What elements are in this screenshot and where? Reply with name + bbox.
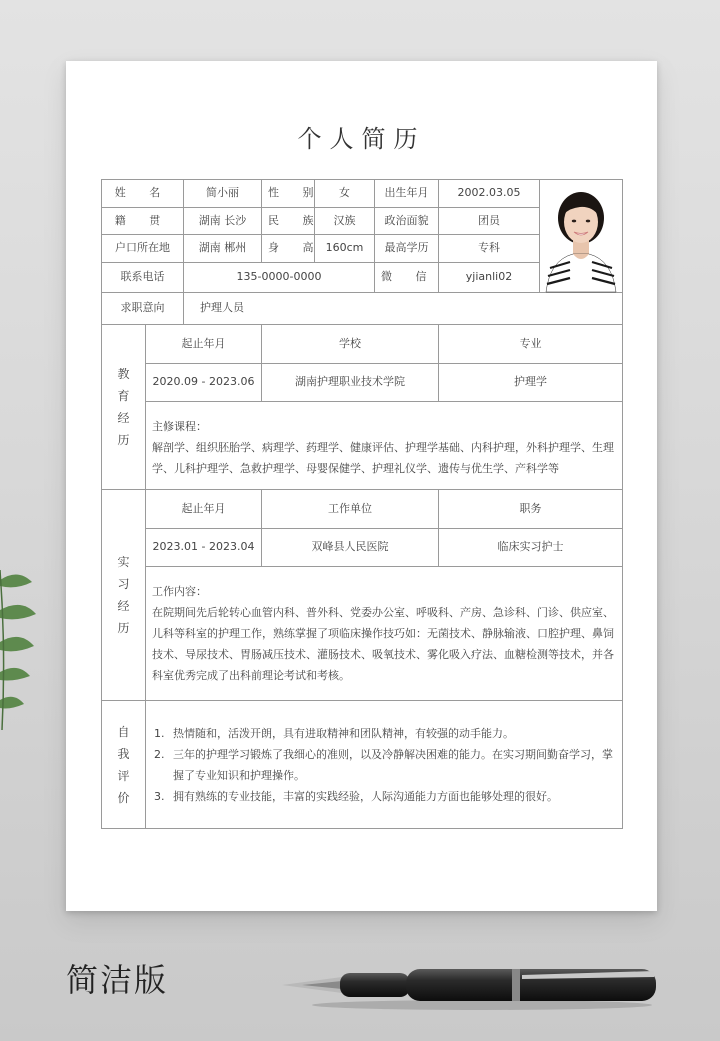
origin-value: 湖南 长沙 [184,208,262,235]
education-label-text: 教育经历 [117,367,130,447]
phone-value: 135-0000-0000 [184,263,375,293]
wechat-value: yjianli02 [439,263,540,293]
edu-period: 2020.09 - 2023.06 [146,364,262,402]
intern-period: 2023.01 - 2023.04 [146,529,262,567]
edu-school: 湖南护理职业技术学院 [262,364,439,402]
evaluation-label-text: 自我评价 [117,724,130,805]
hukou-label: 户口所在地 [102,235,184,263]
resume-table [101,179,623,829]
brand-label: 简洁版 [66,961,169,999]
photo-cell [540,180,623,293]
phone-label: 联系电话 [102,263,184,293]
courses-title: 主修课程： [152,420,207,433]
intern-role: 临床实习护士 [439,529,623,567]
resume-paper [66,61,657,911]
evaluation-content [146,701,623,829]
intern-header-period: 起止年月 [146,490,262,529]
internship-label-text: 实习经历 [117,555,130,635]
evaluation-item: 1. 热情随和，活泼开朗，具有进取精神和团队精神，有较强的动手能力。 [154,727,514,740]
edu-major: 护理学 [439,364,623,402]
name-label: 姓 名 [102,180,184,208]
resume-title: 个人简历 [297,125,426,153]
birth-label: 出生年月 [375,180,439,208]
work-text: 在院期间先后轮转心血管内科、普外科、党委办公室、呼吸科、产房、急诊科、门诊、供应室、儿科等科室的护理工作，熟练掌握了项临床操作技巧如：无菌技术、静脉输液、口腔护理、鼻饲技术、导尿技术、胃肠减压技术、灌肠技术、吸氧技术、雾化吸入疗法、血糖检测等技术，并各科室优秀完成了出科前理论考试和考核。 [152,606,614,682]
intern-work [146,567,623,701]
intern-header-unit: 工作单位 [262,490,439,529]
work-title: 工作内容： [152,585,207,598]
evaluation-item: 2. 三年的护理学习锻炼了我细心的准则，以及冷静解决困难的能力。在实习期间勤奋学习，掌握了专业知识和护理操作。 [154,748,613,782]
portrait-photo [540,180,622,292]
height-value: 160cm [315,235,375,263]
ethnic-value: 汉族 [315,208,375,235]
gender-value: 女 [315,180,375,208]
origin-label: 籍 贯 [102,208,184,235]
edu-value: 专科 [439,235,540,263]
intern-unit: 双峰县人民医院 [262,529,439,567]
edu-header-period: 起止年月 [146,325,262,364]
evaluation-list [152,723,616,807]
courses-text: 解剖学、组织胚胎学、病理学、药理学、健康评估、护理学基础、内科护理，外科护理学、生理学、儿科护理学、急救护理学、母婴保健学、护理礼仪学、遗传与优生学、产科学等 [152,441,614,475]
edu-courses [146,402,623,490]
leaf-decoration [0,560,40,740]
intent-value: 护理人员 [184,293,623,325]
politics-value: 团员 [439,208,540,235]
intern-header-role: 职务 [439,490,623,529]
intent-label: 求职意向 [102,293,184,325]
edu-header-school: 学校 [262,325,439,364]
politics-label: 政治面貌 [375,208,439,235]
edu-label: 最高学历 [375,235,439,263]
height-label: 身 高 [262,235,315,263]
edu-header-major: 专业 [439,325,623,364]
evaluation-item: 3. 拥有熟练的专业技能，丰富的实践经验，人际沟通能力方面也能够处理的很好。 [154,790,558,803]
wechat-label: 微 信 [375,263,439,293]
ethnic-label: 民 族 [262,208,315,235]
hukou-value: 湖南 郴州 [184,235,262,263]
fountain-pen-icon [282,955,662,1015]
gender-label: 性 别 [262,180,315,208]
name-value: 简小丽 [184,180,262,208]
education-section-label [102,325,146,490]
evaluation-section-label [102,701,146,829]
internship-section-label [102,490,146,701]
birth-value: 2002.03.05 [439,180,540,208]
